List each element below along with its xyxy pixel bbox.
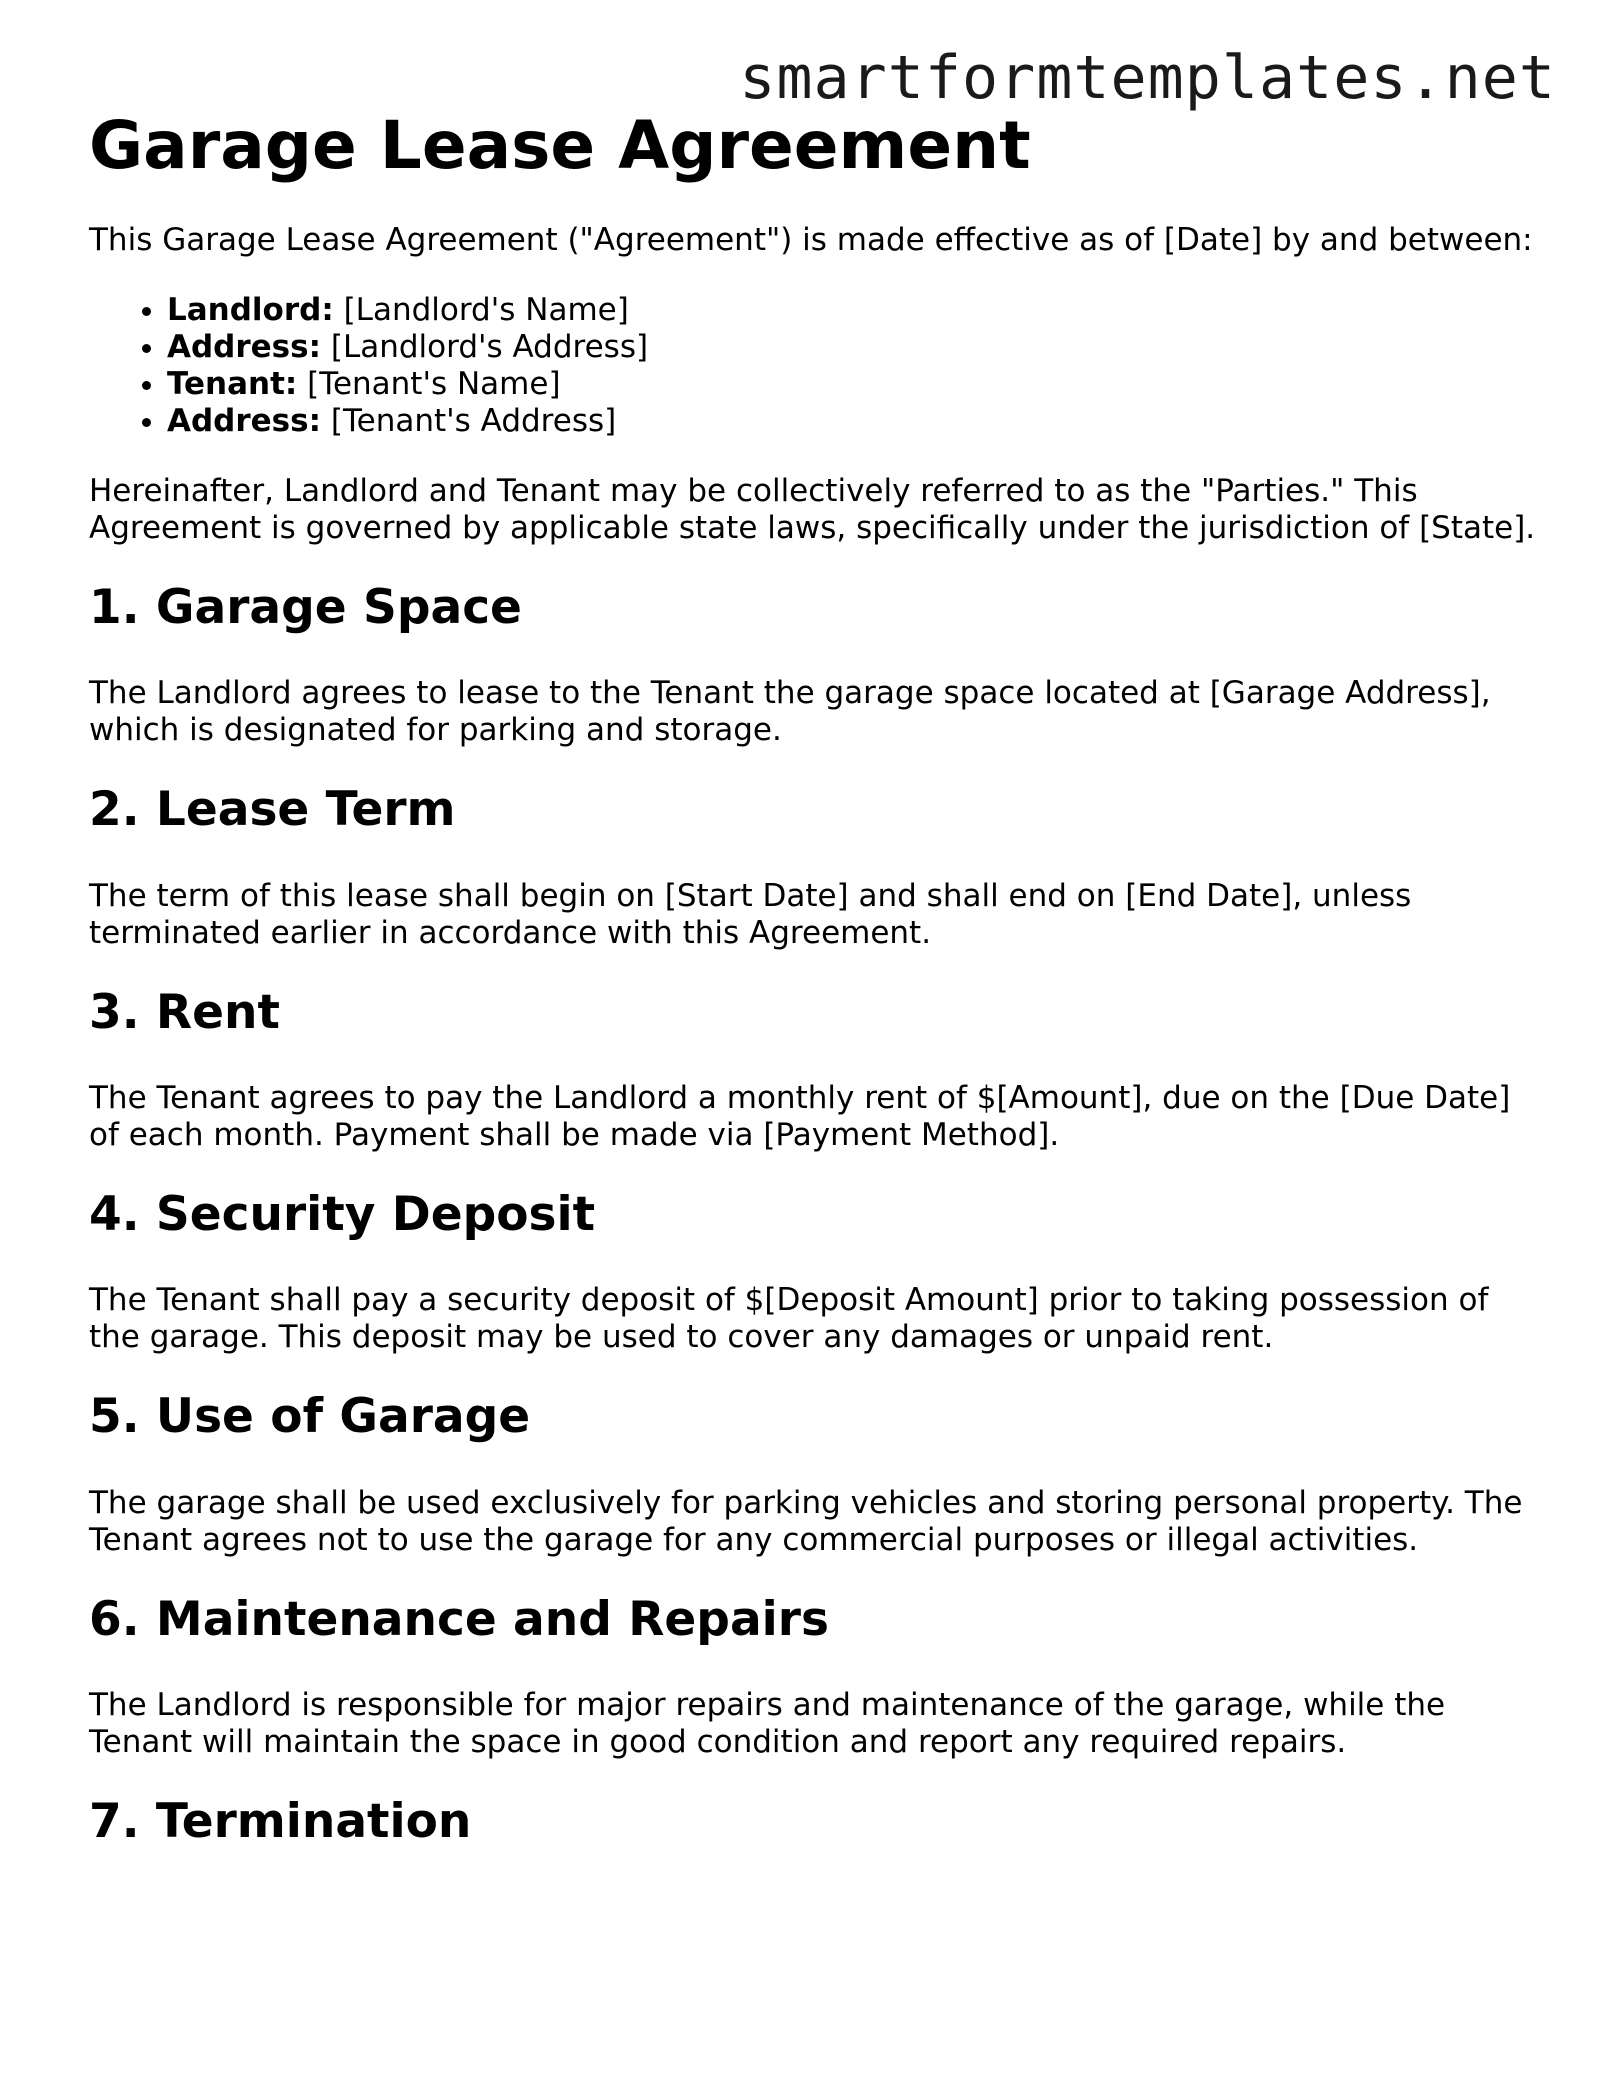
party-value: [Tenant's Address] <box>321 402 617 439</box>
list-item <box>167 292 1539 329</box>
document-title: Garage Lease Agreement <box>89 107 1031 184</box>
section-security-deposit <box>89 1187 1539 1356</box>
section-body: The Landlord agrees to lease to the Tenant the garage space located at [Garage Address], which is designated for parking and storage. <box>89 675 1491 749</box>
section-heading: 3. Rent <box>89 984 280 1040</box>
section-heading: 2. Lease Term <box>89 782 456 838</box>
section-use-of-garage <box>89 1389 1539 1558</box>
section-garage-space <box>89 580 1539 749</box>
section-body: The garage shall be used exclusively for parking vehicles and storing personal property. The Tenant agrees not to use the garage for any commercial purposes or illegal activities. <box>89 1484 1523 1558</box>
watermark: smartformtemplates.net <box>739 43 1556 113</box>
list-item <box>167 329 1539 366</box>
section-body: The term of this lease shall begin on [Start Date] and shall end on [End Date], unless terminated earlier in accordance with this Agreement. <box>89 877 1412 951</box>
section-heading: 7. Termination <box>89 1794 472 1850</box>
section-lease-term <box>89 782 1539 951</box>
hereinafter-paragraph: Hereinafter, Landlord and Tenant may be collectively referred to as the "Parties." This Agreement is governed by applicable state laws, specifically under the jurisdiction of [State]. <box>89 472 1536 546</box>
party-value: [Tenant's Name] <box>297 365 561 402</box>
section-heading: 5. Use of Garage <box>89 1389 531 1445</box>
section-heading: 4. Security Deposit <box>89 1187 596 1243</box>
parties-list <box>89 292 1539 440</box>
section-heading: 1. Garage Space <box>89 579 522 635</box>
intro-paragraph: This Garage Lease Agreement ("Agreement") is made effective as of [Date] by and between: <box>89 221 1533 258</box>
party-label: Address: <box>167 328 321 365</box>
section-rent <box>89 985 1539 1154</box>
party-value: [Landlord's Address] <box>321 328 649 365</box>
party-label: Landlord: <box>167 291 334 328</box>
section-body: The Landlord is responsible for major repairs and maintenance of the garage, while the Tenant will maintain the space in good condition and report any required repairs. <box>89 1687 1446 1761</box>
section-heading: 6. Maintenance and Repairs <box>89 1591 829 1647</box>
party-label: Tenant: <box>167 365 298 402</box>
section-termination <box>89 1794 1539 1850</box>
section-body: The Tenant agrees to pay the Landlord a monthly rent of $[Amount], due on the [Due Date] of each month. Payment shall be made via [Payment Method]. <box>89 1080 1511 1154</box>
party-value: [Landlord's Name] <box>333 291 629 328</box>
section-body: The Tenant shall pay a security deposit of $[Deposit Amount] prior to taking possession of the garage. This deposit may be used to cover any damages or unpaid rent. <box>89 1282 1489 1356</box>
party-label: Address: <box>167 402 321 439</box>
list-item <box>167 366 1539 403</box>
section-maintenance <box>89 1592 1539 1761</box>
list-item <box>167 403 1539 440</box>
document-page <box>89 108 1539 1890</box>
